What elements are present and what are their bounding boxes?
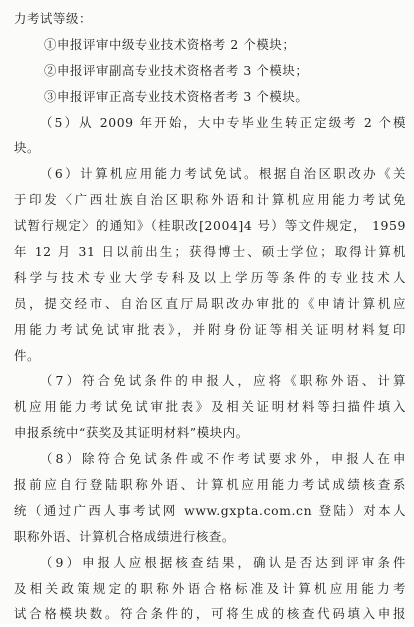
text-line: 试暂行规定〉的通知》（桂职改[2004]4 号）等文件规定， 1959 [14,218,406,234]
text-line: 件。 [14,347,40,363]
text-line: （5）从 2009 年开始，大中专毕业生转正定级考 2 个模 [40,114,406,130]
text-line: 年 12 月 31 日以前出生；获得博士、硕士学位；取得计算机 [14,244,406,260]
text-line: 力考试等级： [14,11,92,26]
text-line: 员，提交经市、自治区直厅局职改办审批的《申请计算机应 [14,295,406,311]
text-line: 于印发〈广西壮族自治区职称外语和计算机应用能力考试免 [14,192,406,208]
text-line: ③申报评审正高专业技术资格者考 3 个模块。 [44,88,309,104]
text-line: 职称外语、计算机合格成绩进行核查。 [14,528,235,544]
text-line: 块。 [14,140,40,156]
text-line: 试合格模块数。符合条件的，可将生成的核查代码填入申报 [14,606,406,622]
text-line: （9）申报人应根据核查结果，确认是否达到评审条件 [40,554,406,570]
text-line: （7）符合免试条件的申报人，应将《职称外语、计算 [40,373,406,389]
text-line: （6）计算机应用能力考试免试。根据自治区职改办《关 [40,166,406,182]
text-line: 科学与技术专业大学专科及以上学历等条件的专业技术人 [14,269,406,285]
text-line: 用能力考试免试审批表》，并附身份证等相关证明材料复印 [14,321,406,337]
text-line: ②申报评审副高专业技术资格者考 3 个模块； [44,62,309,78]
text-line: ①申报评审中级专业技术资格考 2 个模块； [44,36,296,52]
text-line: 报前应自行登陆职称外语、计算机应用能力考试成绩核查系 [14,477,406,493]
text-line: （8）除符合免试条件或不作考试要求外，申报人在申 [40,451,406,467]
text-line: 机应用能力考试免试审批表》及相关证明材料等扫描件填入 [14,399,406,415]
text-line: 及相关政策规定的职称外语合格标准及计算机应用能力考 [14,580,406,596]
text-line: 统（通过广西人事考试网 www.gxpta.com.cn 登陆）对本人 [14,502,406,518]
text-line: 申报系统中“获奖及其证明材料”模块内。 [14,425,249,441]
